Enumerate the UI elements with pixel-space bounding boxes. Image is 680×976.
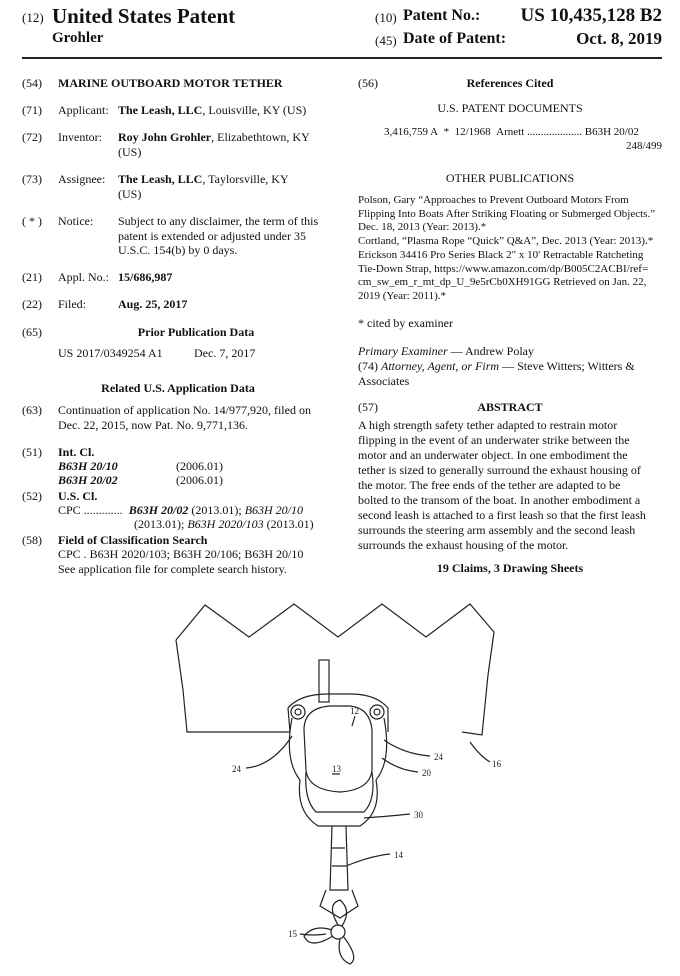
primary-examiner: Primary Examiner — Andrew Polay: [358, 344, 534, 358]
ref-20: 20: [422, 768, 431, 778]
code-22: (22): [22, 297, 42, 311]
code-notice: ( * ): [22, 214, 42, 228]
cpc-line-2: (2013.01); B63H 2020/103 (2013.01): [134, 517, 314, 531]
notice-value: Subject to any disclaimer, the term of this patent is extended or adjusted under 35 U.S.C. 154(b) by 0 days.: [118, 214, 319, 257]
abstract-line: surrounds the steering arm assembly and the second leash: [358, 523, 636, 537]
patent-number: US 10,435,128 B2: [520, 5, 662, 26]
publication-line: Tie-Down Strap, https://www.amazon.com/dp/B005C2ACBI/ref=: [358, 262, 649, 275]
inventor-value: Roy John Grohler, Elizabethtown, KY (US): [118, 130, 310, 159]
continuation-text: Continuation of application No. 14/977,920, filed on Dec. 22, 2015, now Pat. No. 9,771,136.: [58, 403, 311, 432]
inventor-label: Inventor:: [58, 130, 102, 144]
appl-no-value: 15/686,987: [118, 270, 173, 284]
code-45: (45): [375, 33, 397, 48]
prior-publication-heading: Prior Publication Data: [137, 325, 255, 339]
publication-line: Dec. 18, 2013 (Year: 2013).*: [358, 221, 487, 234]
abstract-heading: ABSTRACT: [477, 400, 543, 414]
code-65: (65): [22, 325, 42, 339]
bolt-left: [291, 705, 305, 719]
ref-13: 13: [332, 764, 341, 774]
other-publications-list: [358, 194, 662, 304]
ref-15: 15: [288, 929, 297, 939]
ref-12: 12: [350, 706, 359, 716]
code-10: (10): [375, 10, 397, 25]
code-72: (72): [22, 130, 42, 144]
code-58: (58): [22, 533, 42, 547]
applicant-value: The Leash, LLC, Louisville, KY (US): [118, 103, 307, 117]
ref-24-right: 24: [434, 752, 443, 762]
leader-14: [346, 854, 390, 866]
propeller-blade: [339, 936, 354, 964]
ref-30: 30: [414, 810, 423, 820]
assignee-label: Assignee:: [58, 172, 106, 186]
code-73: (73): [22, 172, 42, 186]
related-application-heading: Related U.S. Application Data: [101, 381, 255, 395]
code-54: (54): [22, 76, 42, 90]
invention-title: MARINE OUTBOARD MOTOR TETHER: [58, 76, 283, 90]
cited-by-examiner: * cited by examiner: [358, 316, 453, 330]
drive-shaft: [330, 826, 348, 890]
applicant-label: Applicant:: [58, 103, 109, 117]
transom-bracket: [288, 694, 388, 732]
prior-publication-number: US 2017/0349254 A1: [58, 346, 163, 360]
claims-summary: 19 Claims, 3 Drawing Sheets: [436, 561, 584, 575]
code-51: (51): [22, 445, 42, 459]
abstract-line: motor and an underwater object. In one embodiment the: [358, 448, 628, 462]
patent-title: United States Patent: [52, 4, 236, 28]
us-cl-label: U.S. Cl.: [58, 489, 98, 503]
ref-16: 16: [492, 759, 501, 769]
tether-right: [376, 718, 387, 780]
date-label: Date of Patent:: [403, 30, 507, 47]
shaft-detail: [332, 848, 346, 866]
propeller-hub: [331, 925, 345, 939]
field-search-value: CPC . B63H 2020/103; B63H 20/106; B63H 20/10 See application file for complete search history.: [58, 547, 304, 576]
second-tether: [299, 780, 377, 826]
steering-arm: [319, 660, 329, 702]
propeller-blade: [304, 928, 333, 943]
patent-date: Oct. 8, 2019: [576, 29, 662, 48]
prior-publication-date: Dec. 7, 2017: [194, 346, 256, 360]
filed-value: Aug. 25, 2017: [118, 297, 188, 311]
publication-line: Erickson 34416 Pro Series Black 2" x 10' Retractable Ratcheting: [358, 248, 644, 261]
code-63: (63): [22, 403, 42, 417]
int-cl-2: B63H 20/02: [58, 473, 118, 487]
ref-24-left: 24: [232, 764, 241, 774]
field-search-label: Field of Classification Search: [58, 533, 208, 547]
appl-no-label: Appl. No.:: [58, 270, 109, 284]
code-52: (52): [22, 489, 42, 503]
patent-drawing: [0, 590, 680, 976]
abstract-line: A high strength safety tether adapted to restrain motor: [358, 418, 618, 432]
publication-line: Cortland, “Plasma Rope “Quick” Q&A”, Dec. 2013 (Year: 2013).*: [358, 235, 654, 248]
abstract-line: bolted to the transom of the boat. In another embodiment a: [358, 493, 641, 507]
boat-hull-left: [176, 640, 290, 732]
boat-hull: [176, 604, 494, 735]
code-21: (21): [22, 270, 42, 284]
cpc-line-1: CPC ............. B63H 20/02 (2013.01); B63H 20/10: [58, 503, 304, 517]
motor-cowling: [304, 706, 372, 792]
gearcase: [320, 890, 358, 918]
abstract-line: tether is sized to generally surround the exhaust housing of: [358, 463, 641, 477]
abstract-line: flipping in the event of an underwater strike between the: [358, 433, 630, 447]
leader-16: [470, 742, 490, 762]
abstract-line: the motor. The free ends of the tether are adapted to be: [358, 478, 621, 492]
publication-line: Flipping Into Boats After Striking Floating or Submerged Objects.”: [358, 207, 656, 220]
abstract-line: second leash is attached to a first leash so that the first leash: [358, 508, 646, 522]
header-rule: [22, 57, 662, 59]
code-56: (56): [358, 76, 378, 90]
publication-line: Polson, Gary “Approaches to Prevent Outboard Motors From: [358, 194, 629, 206]
bolt-right: [370, 705, 384, 719]
abstract-text: [358, 418, 662, 553]
tether-left: [289, 718, 300, 780]
code-12: (12): [22, 10, 44, 25]
abstract-line: surrounds the exhaust housing of the motor.: [358, 538, 569, 552]
int-cl-label: Int. Cl.: [58, 445, 95, 459]
filed-label: Filed:: [58, 297, 87, 311]
reference-row: 3,416,759 A * 12/1968 Arnett .................... B63H 20/02: [384, 126, 639, 138]
code-57: (57): [358, 400, 378, 414]
publication-line: 2019 (Year: 2011).*: [358, 289, 446, 302]
ref-14: 14: [394, 850, 403, 860]
reference-class-2: 248/499: [625, 140, 662, 152]
int-cl-1: B63H 20/10: [58, 459, 118, 473]
notice-label: Notice:: [58, 214, 94, 228]
patent-no-label: Patent No.:: [403, 7, 481, 24]
leader-24-right: [384, 740, 430, 756]
publication-line: cm_sw_em_r_mt_dp_U_9e5rCb0XH91GG Retrieved on Jan. 22,: [358, 276, 647, 289]
bolt-left-inner: [295, 709, 301, 715]
other-publications-heading: OTHER PUBLICATIONS: [445, 171, 575, 185]
bolt-right-inner: [374, 709, 380, 715]
code-71: (71): [22, 103, 42, 117]
attorney: (74) Attorney, Agent, or Firm — Steve Witters; Witters & Associates: [358, 359, 635, 388]
leader-24-left: [246, 736, 292, 768]
us-patent-docs-heading: U.S. PATENT DOCUMENTS: [437, 101, 583, 115]
leader-20: [382, 758, 418, 772]
references-heading: References Cited: [466, 76, 554, 90]
assignee-value: The Leash, LLC, Taylorsville, KY (US): [118, 172, 289, 201]
leader-15: [300, 934, 326, 935]
int-cl-1-date: (2006.01): [176, 459, 223, 473]
propeller-blade: [332, 900, 346, 926]
inventor-surname: Grohler: [52, 30, 104, 46]
leader-12: [352, 716, 355, 726]
int-cl-2-date: (2006.01): [176, 473, 223, 487]
